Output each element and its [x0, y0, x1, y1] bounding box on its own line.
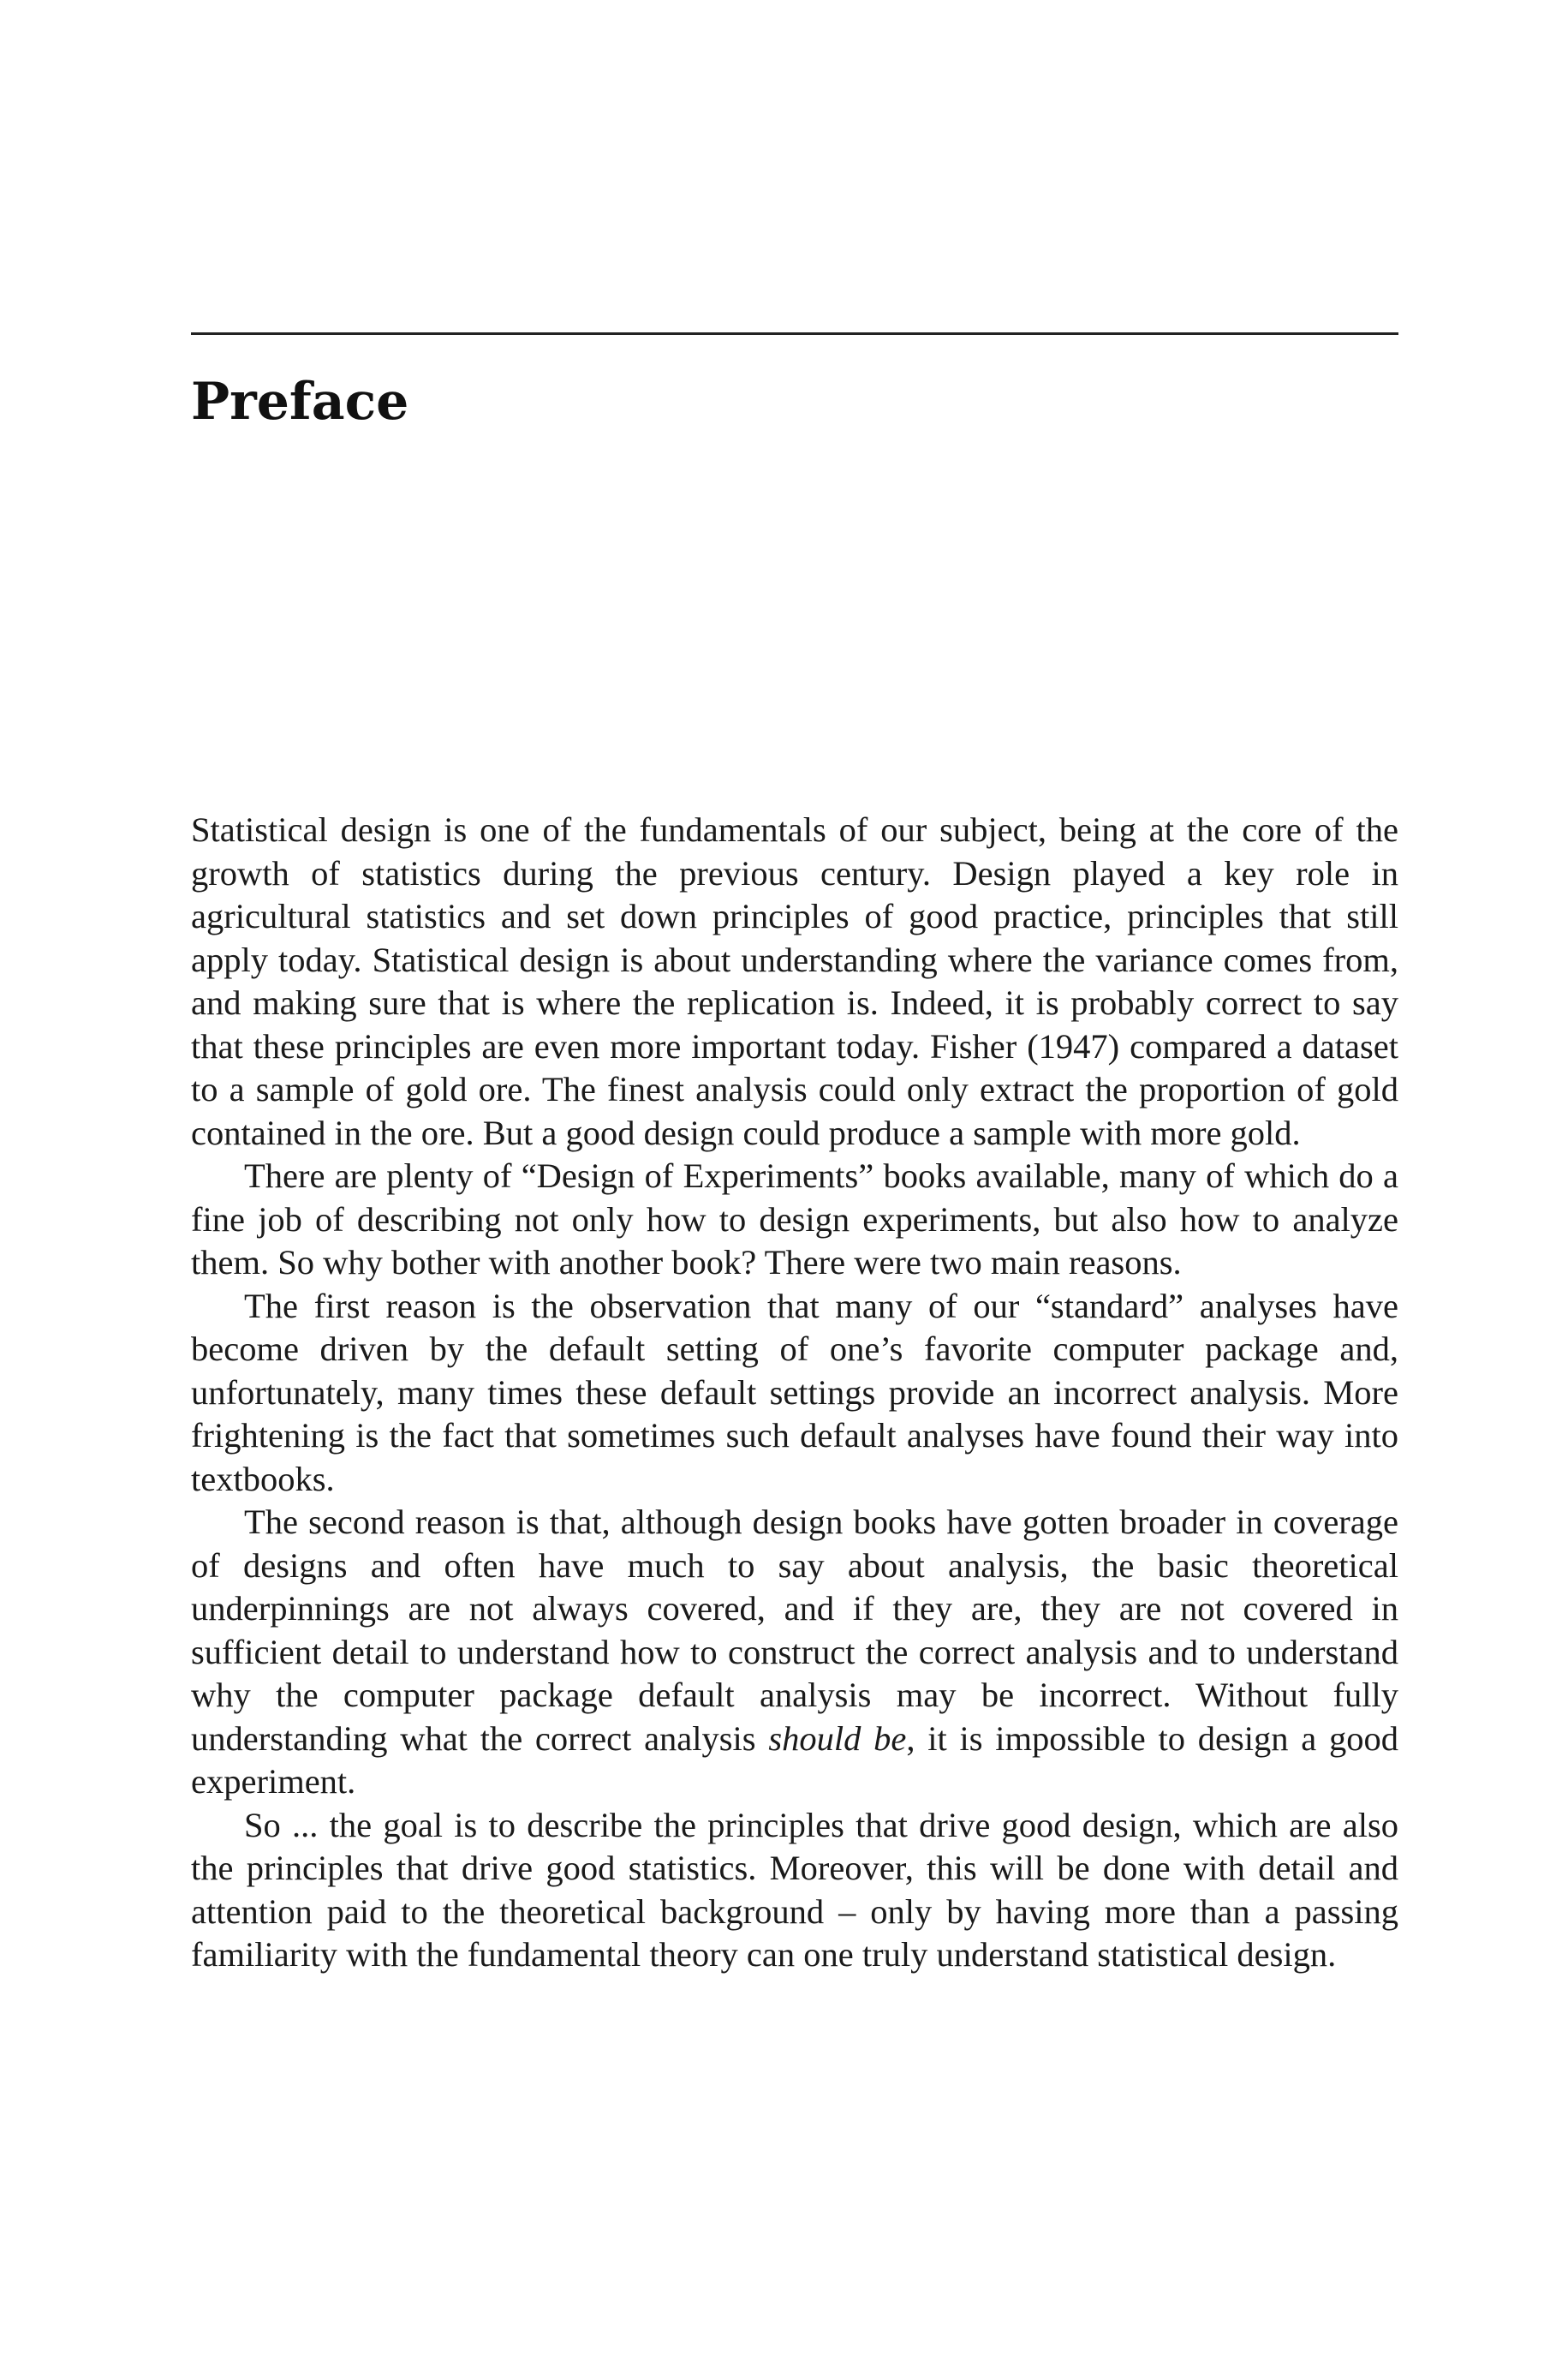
- paragraph-4: [191, 1501, 1398, 1804]
- chapter-rule: [191, 332, 1398, 335]
- paragraph-5: So ... the goal is to describe the principles that drive good design, which are also the principles that drive good statistics. Moreover, this will be done with detail and attention paid to the theoretical background – only by having more than a passing familiarity with the fundamental theory can one truly understand statistical design.: [191, 1805, 1398, 1974]
- paragraph-4-text-before: The second reason is that, although design books have gotten broader in coverage of designs and often have much to say about analysis, the basic theoretical underpinnings are not always covered, and if they are, they are not covered in sufficient detail to understand how to construct the correct analysis and to understand why the computer package default analysis may be incorrect. Without fully understanding what the correct analysis: [191, 1503, 1398, 1758]
- paragraph-2: There are plenty of “Design of Experiments” books available, many of which do a fine job of describing not only how to design experiments, but also how to analyze them. So why bother with another book? There were two main reasons.: [191, 1156, 1398, 1282]
- chapter-heading: Preface: [191, 372, 409, 432]
- paragraph-1: Statistical design is one of the fundamentals of our subject, being at the core of the growth of statistics during the previous century. Design played a key role in agricultural statistics and set down principles of good practice, principles that still apply today. Statistical design is about understanding where the variance comes from, and making sure that is where the replication is. Indeed, it is probably correct to say that these principles are even more important today. Fisher (1947) compared a dataset to a sample of gold ore. The finest analysis could only extract the proportion of gold contained in the ore. But a good design could produce a sample with more gold.: [191, 810, 1398, 1152]
- preface-body: [191, 809, 1398, 1977]
- paragraph-4-emphasis: should be: [768, 1718, 907, 1758]
- paragraph-4-text-after: , it is impossible to design a good experiment.: [191, 1718, 1398, 1801]
- paragraph-3: The first reason is the observation that many of our “standard” analyses have become driven by the default setting of one’s favorite computer package and, unfortunately, many times these default settings provide an incorrect analysis. More frightening is the fact that sometimes such default analyses have found their way into textbooks.: [191, 1286, 1398, 1498]
